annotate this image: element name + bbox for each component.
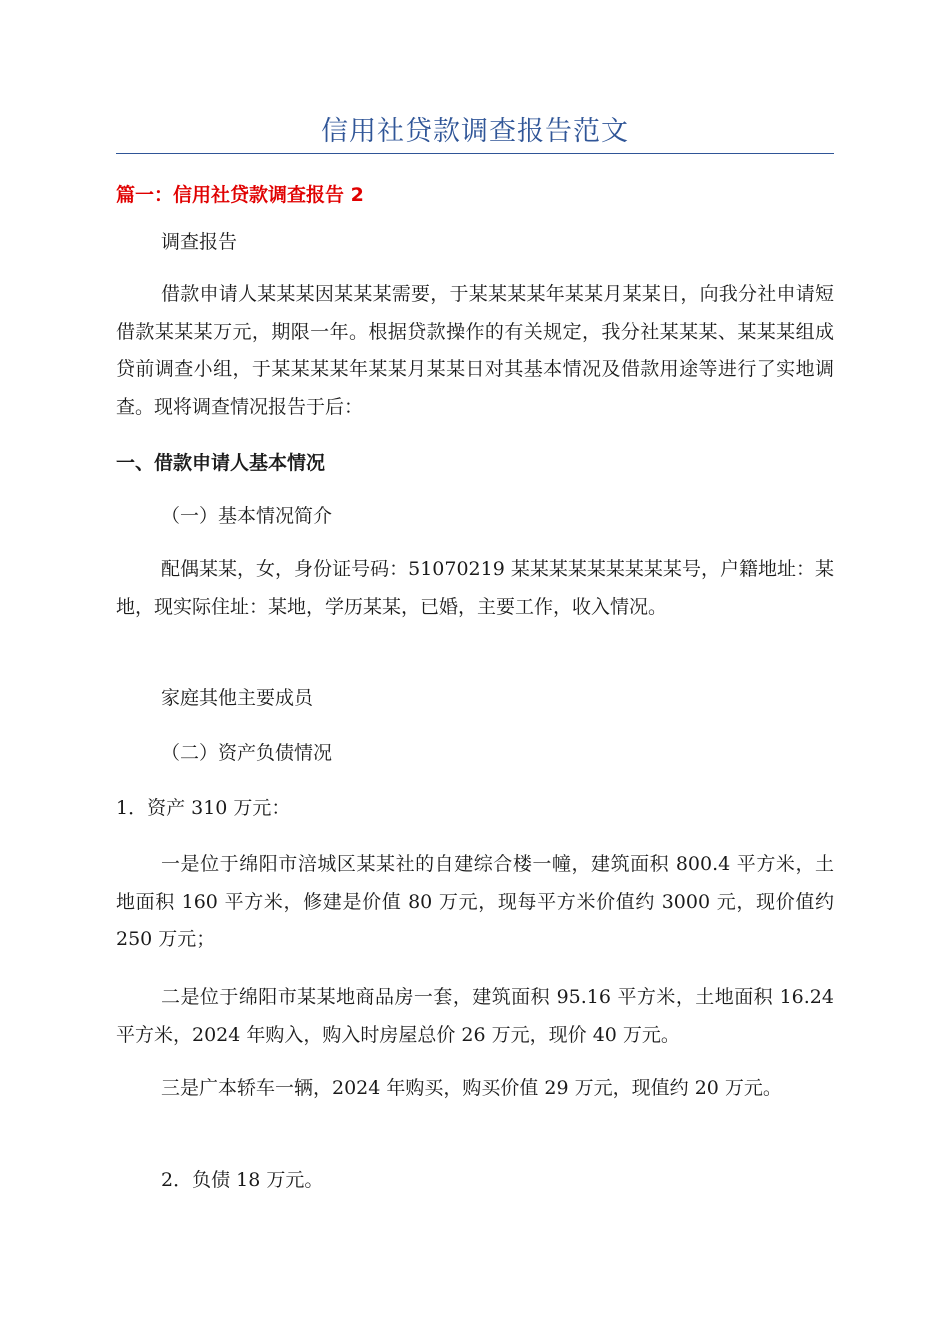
asset-item-3: 三是广本轿车一辆，2024 年购买，购买价值 29 万元，现值约 20 万元。 <box>161 1077 782 1099</box>
asset-item-2: 二是位于绵阳市某某地商品房一套，建筑面积 95.16 平方米，土地面积 16.24 平方米，2024 年购入，购入时房屋总价 26 万元，现价 40 万元。 <box>116 986 834 1046</box>
intro-paragraph: 借款申请人某某某因某某某需要，于某某某某年某某月某某日，向我分社申请短借款某某某万元，期限一年。根据贷款操作的有关规定，我分社某某某、某某某组成贷前调查小组，于某某某某年某某月某某日对其基本情况及借款用途等进行了实地调查。现将调查情况报告于后： <box>116 283 834 418</box>
spouse-info-paragraph: 配偶某某，女，身份证号码：51070219 某某某某某某某某某号，户籍地址：某地，现实际住址：某地，学历某某，已婚，主要工作，收入情况。 <box>116 558 834 618</box>
document-title: 信用社贷款调查报告范文 <box>321 116 629 147</box>
title-underline <box>116 153 834 154</box>
subheading-basic-intro: （一）基本情况简介 <box>161 505 333 527</box>
asset-item-1: 一是位于绵阳市涪城区某某社的自建综合楼一幢，建筑面积 800.4 平方米，土地面积 160 平方米，修建是价值 80 万元，现每平方米价值约 3000 元，现价值约 250 万元； <box>116 853 834 950</box>
section-heading-basic-info: 一、借款申请人基本情况 <box>116 452 326 474</box>
assets-heading: 1．资产 310 万元： <box>116 797 291 819</box>
subheading-assets-liabilities: （二）资产负债情况 <box>161 742 333 764</box>
liabilities-line: 2．负债 18 万元。 <box>161 1169 324 1191</box>
family-members-line: 家庭其他主要成员 <box>161 687 314 709</box>
part-heading: 篇一：信用社贷款调查报告 2 <box>116 184 364 206</box>
report-label: 调查报告 <box>161 231 238 253</box>
